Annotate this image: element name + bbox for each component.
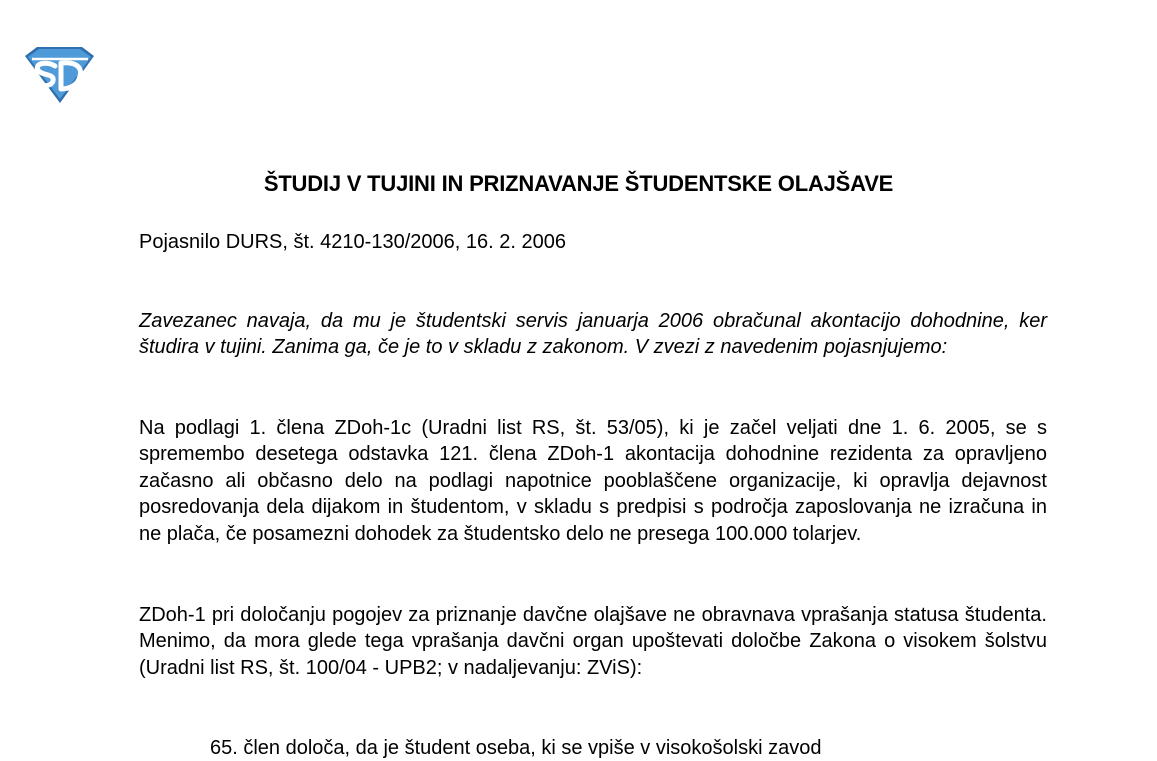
document-subtitle: Pojasnilo DURS, št. 4210-130/2006, 16. 2. 2006 (139, 231, 566, 253)
sd-logo (22, 46, 96, 104)
sd-logo-graphic (22, 46, 96, 104)
question-paragraph: Zavezanec navaja, da mu je študentski servis januarja 2006 obračunal akontacijo dohodnine, ker študira v tujini. Zanima ga, če je to v skladu z zakonom. V zvezi z navedenim pojasnjujemo: (139, 310, 1047, 359)
body-paragraph: 65. člen določa, da je študent oseba, ki se vpiše v visokošolski zavod (210, 737, 822, 759)
body-paragraph: Na podlagi 1. člena ZDoh-1c (Uradni list RS, št. 53/05), ki je začel veljati dne 1. 6. 2005, se s spremembo desetega odstavka 121. člena ZDoh-1 akontacija dohodnine rezidenta za opravljeno začasno ali občasno delo na podlagi napotnice pooblaščene organizacije, ki opravlja dejavnost posredovanja dela dijakom in študentom, v skladu s predpisi s področja zaposlovanja ne izračuna in ne plača, če posamezni dohodek za študentsko delo ne presega 100.000 tolarjev. (139, 417, 1047, 545)
body-paragraph: ZDoh-1 pri določanju pogojev za priznanje davčne olajšave ne obravnava vprašanja statusa študenta. Menimo, da mora glede tega vprašanja davčni organ upoštevati določbe Zakona o visokem šolstvu (Uradni list RS, št. 100/04 - UPB2; v nadaljevanju: ZViS): (139, 604, 1047, 679)
document-title: ŠTUDIJ V TUJINI IN PRIZNAVANJE ŠTUDENTSKE OLAJŠAVE (263, 171, 894, 196)
